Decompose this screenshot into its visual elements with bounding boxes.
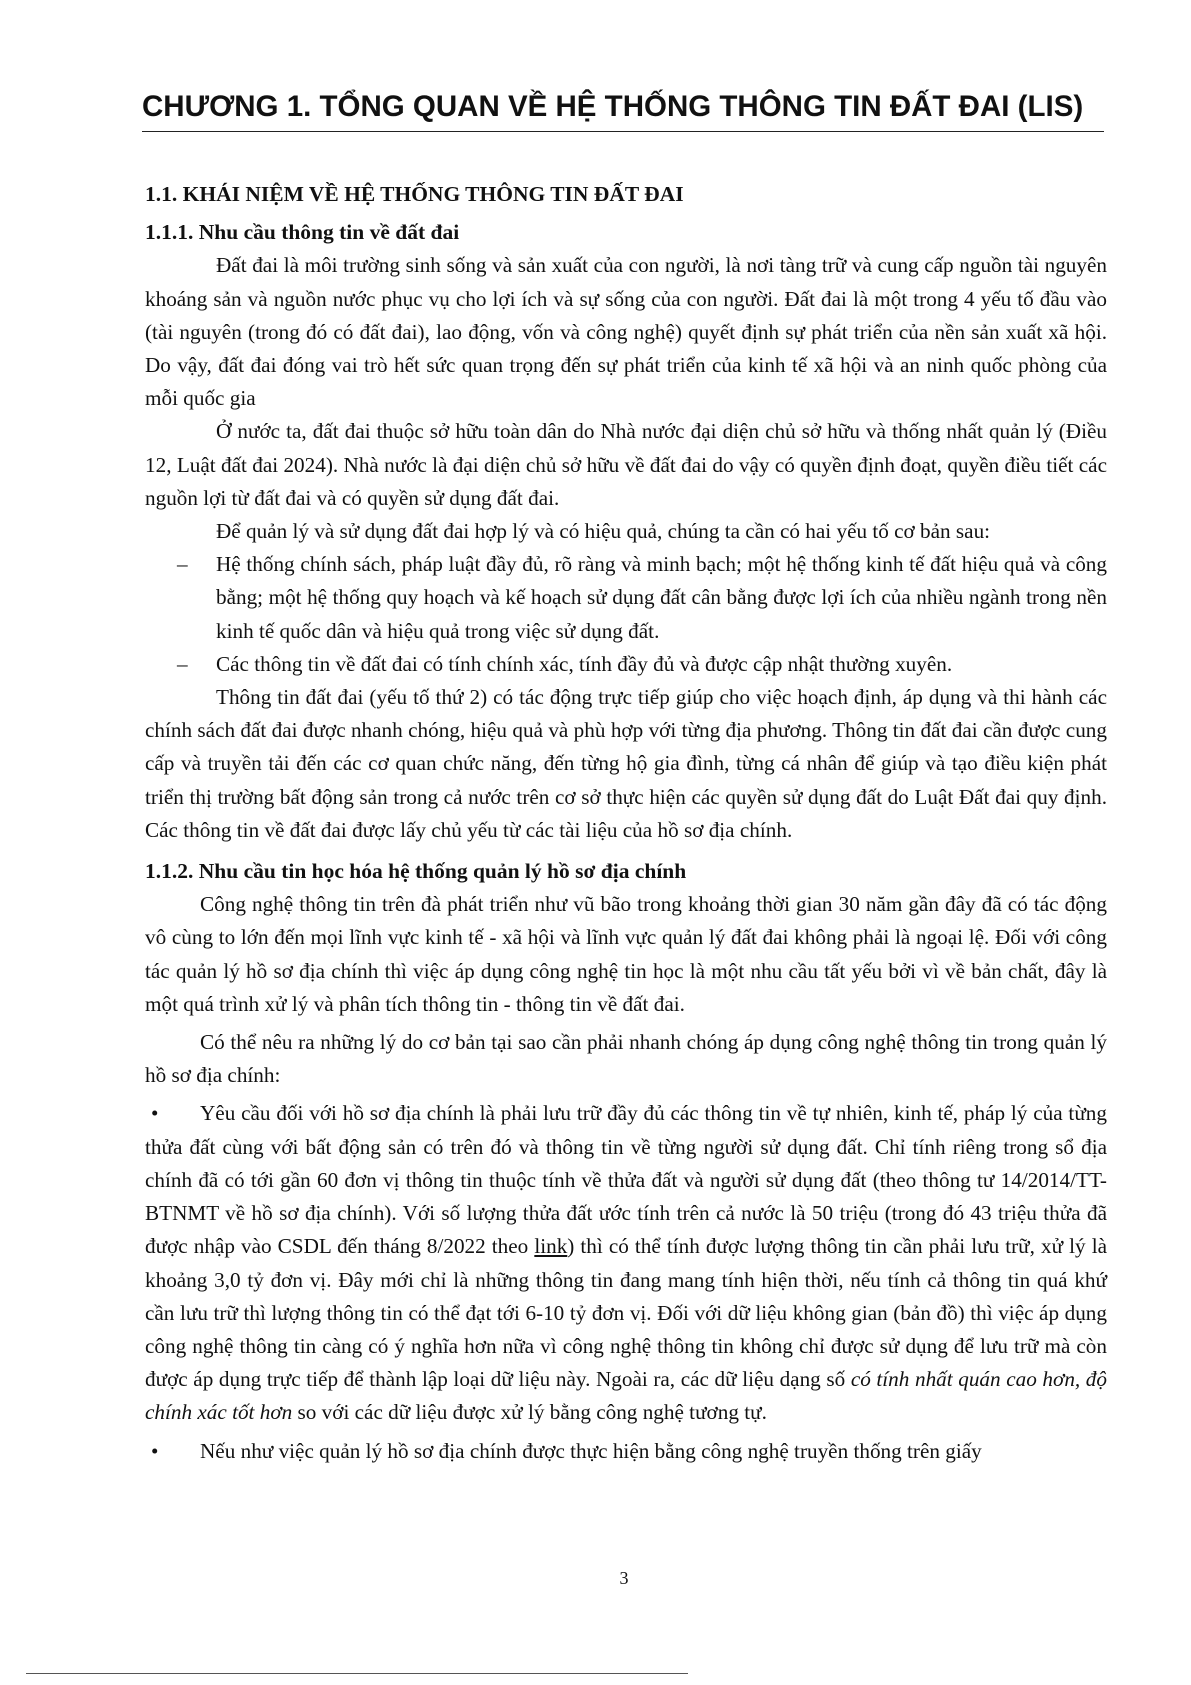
section-heading: 1.1. KHÁI NIỆM VỀ HỆ THỐNG THÔNG TIN ĐẤT ĐAI: [145, 182, 684, 206]
subsection-heading-1-1-2: 1.1.2. Nhu cầu tin học hóa hệ thống quản lý hồ sơ địa chính: [145, 859, 687, 884]
list-item: [145, 1435, 1107, 1468]
footer-rule: [26, 1673, 688, 1674]
paragraph: Thông tin đất đai (yếu tố thứ 2) có tác động trực tiếp giúp cho việc hoạch định, áp dụng và thi hành các chính sách đất đai được nhanh chóng, hiệu quả và phù hợp với từng địa phương. Thông tin đất đai cần được cung cấp và truyền tải đến các cơ quan chức năng, đến từng hộ gia đình, từng cá nhân để giúp và tạo điều kiện phát triển thị trường bất động sản trong cả nước trên cơ sở thực hiện các quyền sử dụng đất do Luật Đất đai quy định. Các thông tin về đất đai được lấy chủ yếu từ các tài liệu của hồ sơ địa chính.: [145, 685, 1107, 842]
list-item-text: so với các dữ liệu được xử lý bằng công nghệ tương tự.: [292, 1400, 767, 1425]
bullet-marker: •: [151, 1438, 159, 1463]
subsection-heading-1-1-1: 1.1.1. Nhu cầu thông tin về đất đai: [145, 220, 460, 245]
page-number: 3: [619, 1568, 629, 1588]
list-item-text: ) thì có thể tính được lượng thông tin cần phải lưu trữ, xử lý là khoảng 3,0 tỷ đơn vị. Đây mới chỉ là những thông tin đang mang tính hiện thời, nếu tính cả thông tin quá khứ cần lưu trữ thì lượng thông tin có thể đạt tới 6-10 tỷ đơn vị. Đối với dữ liệu không gian (bản đồ) thì việc áp dụng công nghệ thông tin càng có ý nghĩa hơn nữa vì công nghệ thông tin không chỉ được sử dụng để lưu trữ mà còn được áp dụng trực tiếp để thành lập loại dữ liệu này. Ngoài ra, các dữ liệu dạng số: [145, 1234, 1107, 1392]
list-item: [145, 548, 1107, 648]
dash-marker: –: [177, 651, 188, 676]
paragraph: Có thể nêu ra những lý do cơ bản tại sao cần phải nhanh chóng áp dụng công nghệ thông tin trong quản lý hồ sơ địa chính:: [145, 1030, 1107, 1088]
paragraph: Đất đai là môi trường sinh sống và sản xuất của con người, là nơi tàng trữ và cung cấp nguồn tài nguyên khoáng sản và nguồn nước phục vụ cho lợi ích và sự sống của con người. Đất đai là một trong 4 yếu tố đầu vào (tài nguyên (trong đó có đất đai), lao động, vốn và công nghệ) quyết định sự phát triển của nền sản xuất xã hội. Do vậy, đất đai đóng vai trò hết sức quan trọng đến sự phát triển của kinh tế xã hội và an ninh quốc phòng của mỗi quốc gia: [145, 253, 1107, 411]
paragraph: Công nghệ thông tin trên đà phát triển như vũ bão trong khoảng thời gian 30 năm gần đây đã có tác động vô cùng to lớn đến mọi lĩnh vực kinh tế - xã hội và lĩnh vực quản lý đất đai không phải là ngoại lệ. Đối với công tác quản lý hồ sơ địa chính thì việc áp dụng công nghệ tin học là một nhu cầu tất yếu bởi vì về bản chất, đây là một quá trình xử lý và phân tích thông tin - thông tin về đất đai.: [145, 892, 1107, 1016]
emphasis-text: có tính nhất quán cao hơn, độ chính xác tốt hơn: [145, 1367, 1107, 1425]
chapter-title-underline: [142, 131, 1104, 132]
paragraph: Ở nước ta, đất đai thuộc sở hữu toàn dân do Nhà nước đại diện chủ sở hữu và thống nhất quản lý (Điều 12, Luật đất đai 2024). Nhà nước là đại diện chủ sở hữu về đất đai do vậy có quyền định đoạt, quyền điều tiết các nguồn lợi từ đất đai và có quyền sử dụng đất đai.: [145, 419, 1107, 510]
list-item: [145, 1097, 1107, 1429]
list-item-text: Hệ thống chính sách, pháp luật đầy đủ, rõ ràng và minh bạch; một hệ thống kinh tế đất hiệu quả và công bằng; một hệ thống quy hoạch và kế hoạch sử dụng đất cân bằng được lợi ích của nhiều ngành trong nền kinh tế quốc dân và hiệu quả trong việc sử dụng đất.: [216, 552, 1107, 643]
list-item-text: Yêu cầu đối với hồ sơ địa chính là phải lưu trữ đầy đủ các thông tin về tự nhiên, kinh tế, pháp lý của từng thửa đất cùng với bất động sản có trên đó và thông tin về từng người sử dụng đất. Chỉ tính riêng trong sổ địa chính đã có tới gần 60 đơn vị thông tin thuộc tính về thửa đất và người sử dụng đất (theo thông tư 14/2014/TT-BTNMT về hồ sơ địa chính). Với số lượng thửa đất ước tính trên cả nước là 50 triệu (trong đó 43 triệu thửa đã được nhập vào CSDL đến tháng 8/2022 theo: [145, 1101, 1107, 1259]
hyperlink[interactable]: link: [534, 1234, 568, 1259]
list-item-text: Nếu như việc quản lý hồ sơ địa chính được thực hiện bằng công nghệ truyền thống trên giấy: [200, 1438, 982, 1463]
dash-marker: –: [177, 552, 188, 577]
document-body: [145, 178, 1107, 1468]
paragraph: Để quản lý và sử dụng đất đai hợp lý và có hiệu quả, chúng ta cần có hai yếu tố cơ bản sau:: [216, 519, 991, 544]
chapter-title: CHƯƠNG 1. TỔNG QUAN VỀ HỆ THỐNG THÔNG TIN ĐẤT ĐAI (LIS): [142, 90, 1084, 123]
list-item-text: Các thông tin về đất đai có tính chính xác, tính đầy đủ và được cập nhật thường xuyên.: [216, 651, 953, 676]
list-item: [145, 648, 1107, 681]
bullet-marker: •: [151, 1101, 159, 1126]
